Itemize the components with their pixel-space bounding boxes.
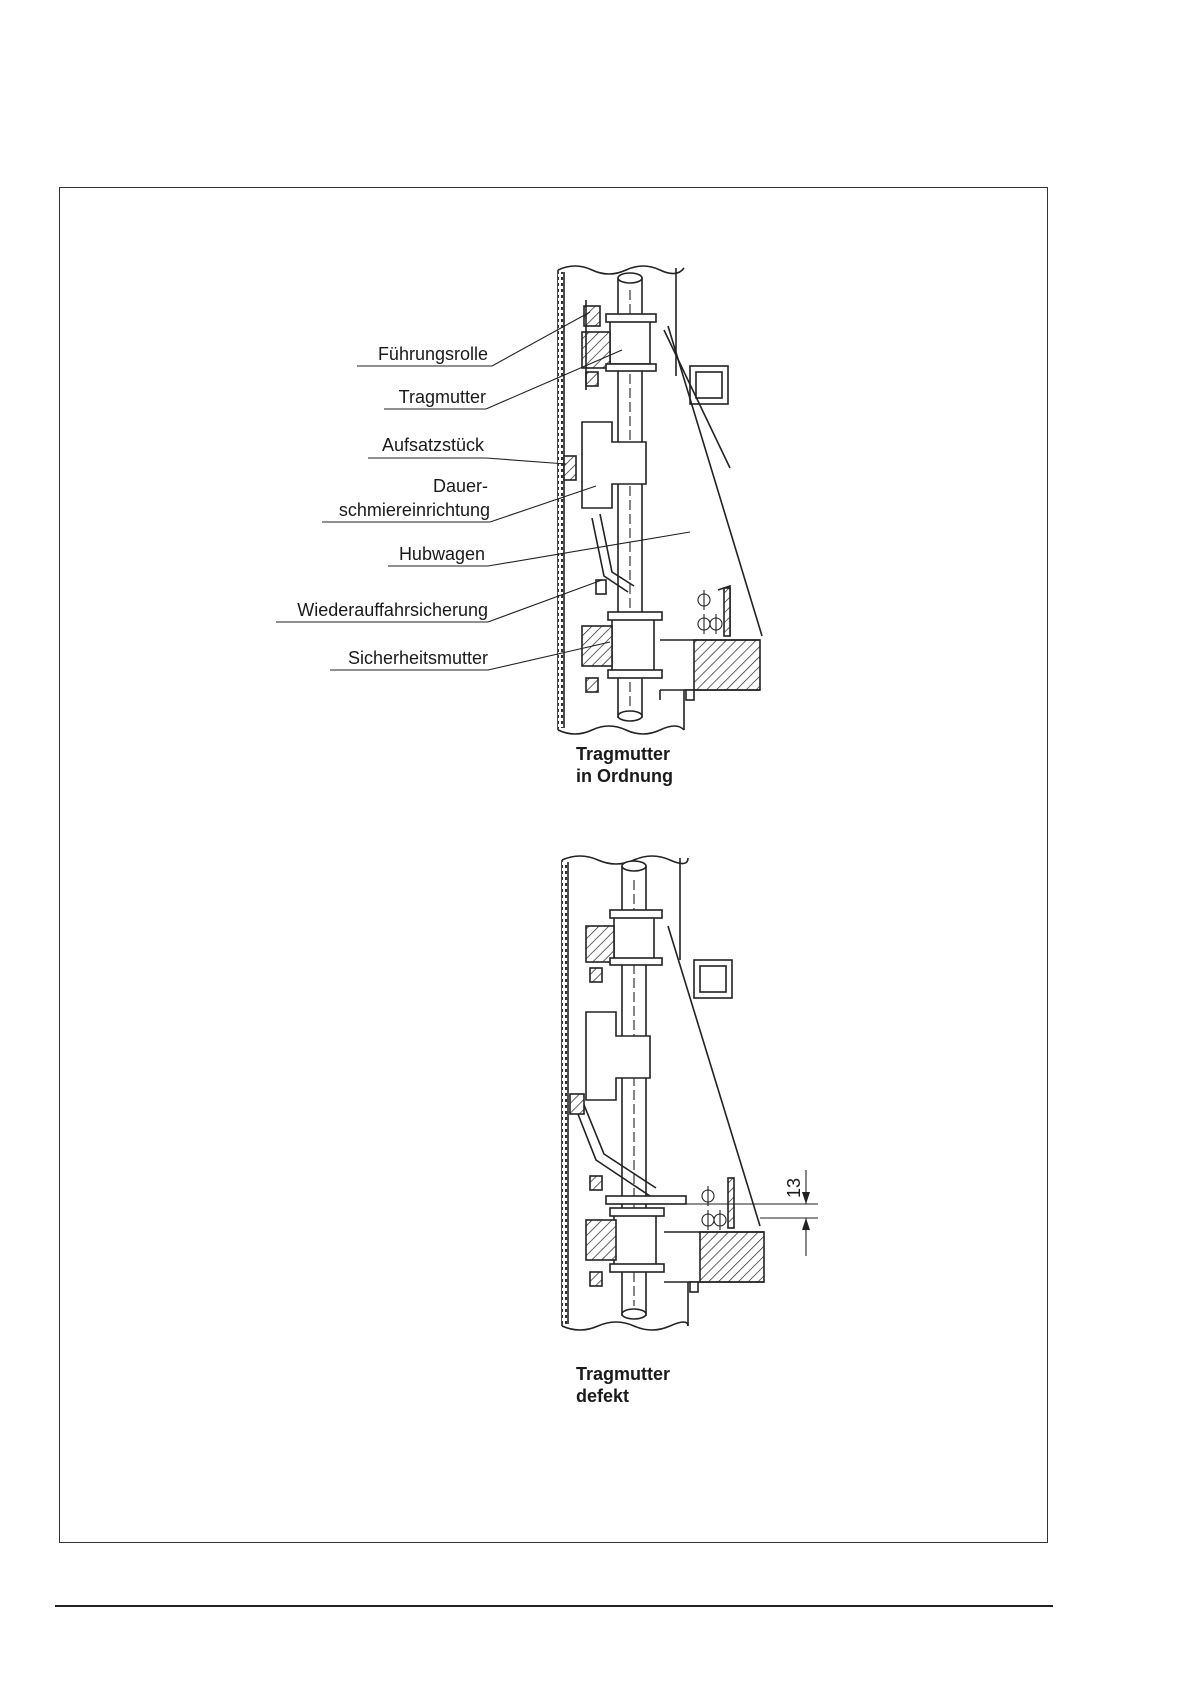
label-sicherheitsmutter: Sicherheitsmutter bbox=[347, 648, 488, 668]
bolt-symbols-bottom bbox=[702, 1186, 726, 1230]
caption-bottom-line2: defekt bbox=[576, 1386, 630, 1406]
label-tragmutter: Tragmutter bbox=[398, 387, 486, 407]
label-hubwagen: Hubwagen bbox=[398, 544, 485, 564]
label-dauer-line2: schmiereinrichtung bbox=[338, 500, 490, 520]
caption-top-line2: in Ordnung bbox=[576, 766, 673, 786]
label-fuehrungsrolle: Führungsrolle bbox=[377, 344, 488, 364]
caption-bottom-line1: Tragmutter bbox=[576, 1364, 671, 1384]
bottom-mechanism-drawing bbox=[562, 856, 764, 1330]
label-wiederauffahrsicherung: Wiederauffahrsicherung bbox=[297, 600, 488, 620]
label-aufsatzstueck: Aufsatzstück bbox=[381, 435, 484, 455]
dimension-value: 13 bbox=[784, 1177, 804, 1198]
bolt-symbols bbox=[698, 590, 722, 634]
top-mechanism-drawing bbox=[558, 266, 762, 734]
caption-top-line1: Tragmutter bbox=[576, 744, 671, 764]
label-dauer-line1: Dauer- bbox=[432, 476, 488, 496]
